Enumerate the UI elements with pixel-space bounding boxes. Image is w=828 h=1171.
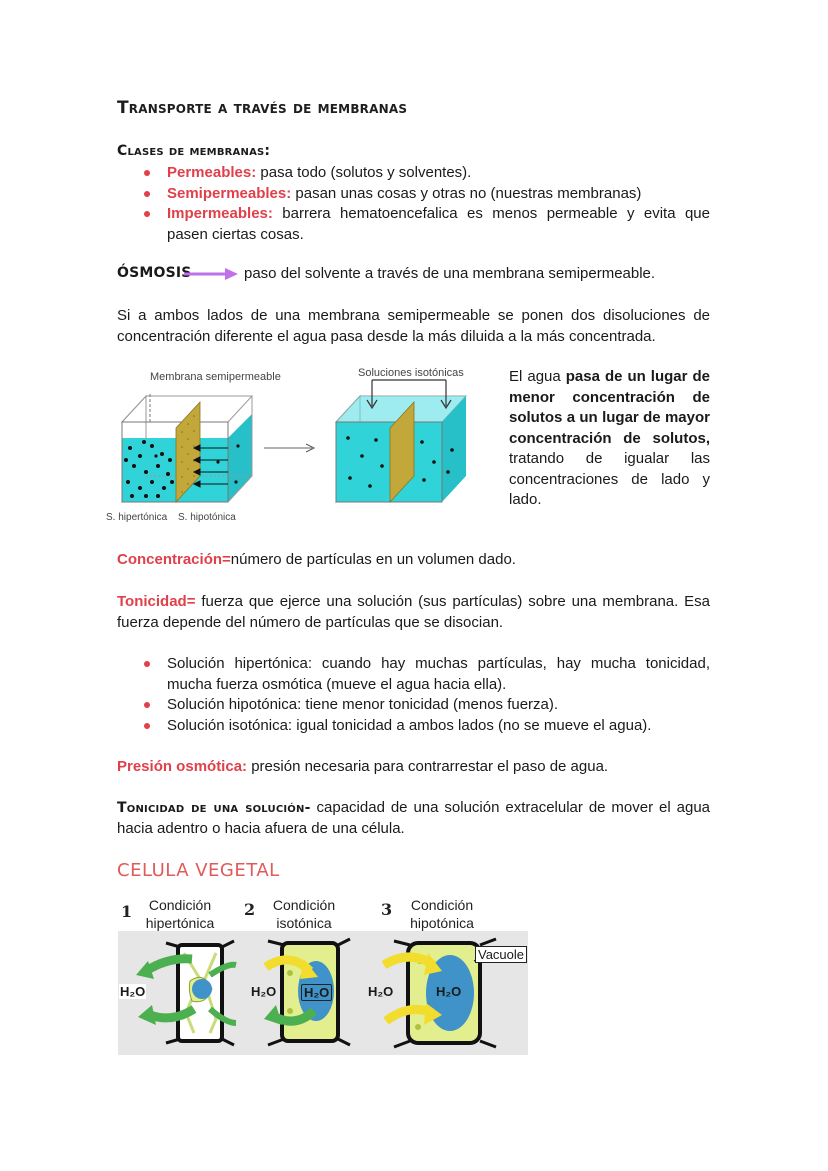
water-label: H₂O xyxy=(120,984,146,999)
condition-label xyxy=(262,896,346,932)
list-item: Solución hipotónica: tiene menor tonicidad (menos fuerza). xyxy=(117,695,710,716)
condition-label-line: Condición xyxy=(410,897,474,913)
membranes-heading: Clases de membranas: xyxy=(117,143,271,159)
plant-cell-figure xyxy=(118,893,528,1055)
term: Tonicidad= xyxy=(117,593,196,610)
list-item xyxy=(117,204,710,245)
text: pasan unas cosas y otras no (nuestras membranas) xyxy=(291,184,642,202)
term: Tonicidad de una solución- xyxy=(117,800,311,816)
solution-list xyxy=(117,654,710,736)
intro-paragraph: Si a ambos lados de una membrana semipermeable se ponen dos disoluciones de concentración diferente el agua pasa desde la más diluida a la más concentrada. xyxy=(117,307,710,345)
condition-label-line: hipertónica xyxy=(145,915,215,931)
concentration-line xyxy=(117,550,516,571)
term: Impermeables: xyxy=(167,205,273,222)
page-title: Transporte a través de membranas xyxy=(117,98,408,118)
osmosis-diagram xyxy=(100,362,500,528)
caption-hypo: S. hipotónica xyxy=(178,512,236,523)
condition-label-line: Condición xyxy=(148,897,212,913)
condition-number: 3 xyxy=(381,900,393,919)
water-label: H₂O xyxy=(251,984,277,999)
condition-number: 2 xyxy=(244,900,256,919)
solution-tonicity-paragraph xyxy=(117,798,710,839)
vacuole-label: Vacuole xyxy=(475,946,527,963)
list-item: Solución isotónica: igual tonicidad a ambos lados (no se mueve el agua). xyxy=(117,716,710,737)
condition-label xyxy=(400,896,484,932)
condition-number: 1 xyxy=(121,902,133,921)
text: pasa todo (solutos y solventes). xyxy=(256,164,472,181)
water-label: H₂O xyxy=(301,984,332,1001)
list-item: Solución hipertónica: cuando hay muchas partículas, hay mucha tonicidad, mucha fuerza osmótica (mueve el agua hacia ella). xyxy=(117,654,710,695)
list-item xyxy=(117,163,710,184)
water-label: H₂O xyxy=(436,984,462,999)
list-item xyxy=(117,184,710,205)
osmotic-pressure-line xyxy=(117,757,608,778)
water-label: H₂O xyxy=(368,984,394,999)
text: capacidad de una solución extracelular de mover el agua hacia adentro o hacia afuera de una célula. xyxy=(117,799,711,837)
bold-text: pasa de un lugar de menor concentración de solutos a un lugar de mayor concentración de solutos, xyxy=(509,368,710,447)
term: Presión osmótica: xyxy=(117,758,248,775)
term: Permeables: xyxy=(167,164,257,181)
isotonic-label: Soluciones isotónicas xyxy=(358,367,464,379)
osmosis-diagram-drawing xyxy=(100,362,500,528)
text: El agua xyxy=(509,368,566,385)
plant-cell-heading: CELULA VEGETAL xyxy=(117,860,280,881)
text: número de partículas en un volumen dado. xyxy=(230,551,516,568)
text: tratando de igualar las concentraciones de lado y lado. xyxy=(509,450,710,508)
caption-hyper: S. hipertónica xyxy=(106,512,168,523)
tonicity-paragraph xyxy=(117,592,710,633)
osmosis-definition: paso del solvente a través de una membrana semipermeable. xyxy=(244,265,656,282)
membrane-label: Membrana semipermeable xyxy=(150,371,281,383)
arrow-right-icon xyxy=(183,266,239,282)
condition-label-line: hipotónica xyxy=(410,915,474,931)
osmosis-term: ÓSMOSIS xyxy=(117,265,192,281)
side-paragraph xyxy=(509,367,710,511)
text: presión necesaria para contrarrestar el paso de agua. xyxy=(247,758,609,775)
membrane-list xyxy=(117,163,710,245)
term: Semipermeables: xyxy=(167,184,292,202)
condition-label-line: isotónica xyxy=(276,915,332,931)
text: fuerza que ejerce una solución (sus partículas) sobre una membrana. Esa fuerza depende del número de partículas que se disocian. xyxy=(117,593,710,631)
condition-label-line: Condición xyxy=(272,897,336,913)
term: Concentración= xyxy=(117,551,231,568)
text: barrera hematoencefalica es menos permeable y evita que pasen ciertas cosas. xyxy=(167,205,710,243)
condition-label xyxy=(138,896,222,932)
